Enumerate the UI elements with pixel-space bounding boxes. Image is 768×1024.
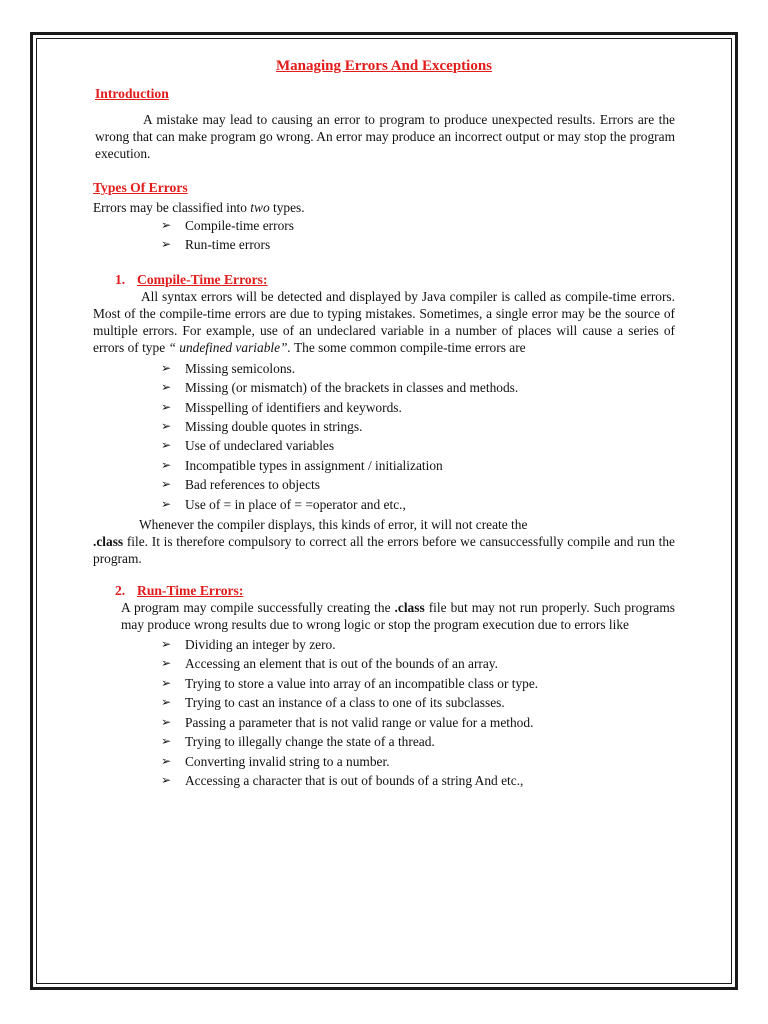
runtime-section: [93, 582, 675, 790]
list-item-text: Missing double quotes in strings.: [185, 419, 363, 435]
document-body: [93, 58, 675, 790]
types-lead: Errors may be classified into two types.: [93, 200, 305, 215]
list-item: [161, 436, 675, 455]
compile-errors-list: [93, 359, 675, 514]
intro-heading: Introduction: [95, 86, 169, 101]
list-item: [161, 674, 675, 693]
arrow-bullet-icon: ➢: [161, 237, 172, 252]
intro-section: [95, 85, 675, 162]
arrow-bullet-icon: ➢: [161, 637, 172, 652]
arrow-bullet-icon: ➢: [161, 656, 172, 671]
list-item-text: Trying to illegally change the state of a thread.: [185, 734, 435, 750]
compile-section: [93, 271, 675, 567]
list-item: [161, 216, 675, 235]
list-item: [161, 713, 675, 732]
list-item-text: Missing (or mismatch) of the brackets in classes and methods.: [185, 380, 519, 396]
list-item: [161, 456, 675, 475]
list-item-text: Use of = in place of = =operator and etc.,: [185, 496, 406, 512]
list-item-text: Converting invalid string to a number.: [185, 753, 390, 769]
types-section: [93, 179, 675, 255]
list-item-text: Accessing a character that is out of bounds of a string And etc.,: [185, 772, 524, 788]
arrow-bullet-icon: ➢: [161, 380, 172, 395]
list-item-text: Trying to store a value into array of an incompatible class or type.: [185, 675, 539, 691]
list-item-text: Accessing an element that is out of the bounds of an array.: [185, 656, 498, 672]
arrow-bullet-icon: ➢: [161, 218, 172, 232]
list-item: [161, 752, 675, 771]
list-item-text: Passing a parameter that is not valid range or value for a method.: [185, 714, 534, 730]
list-item-text: Misspelling of identifiers and keywords.: [185, 399, 402, 415]
arrow-bullet-icon: ➢: [161, 496, 172, 511]
arrow-bullet-icon: ➢: [161, 438, 172, 453]
list-item: [161, 693, 675, 712]
runtime-heading: [115, 582, 675, 599]
compile-closing: .class file. It is therefore compulsory to correct all the errors before we cansuccessfully compile and run the program.: [93, 534, 675, 567]
list-item: [161, 495, 675, 514]
list-item: [161, 417, 675, 436]
list-item-text: Missing semicolons.: [185, 360, 296, 376]
list-item: [161, 732, 675, 751]
list-item: [161, 654, 675, 673]
list-item-text: Use of undeclared variables: [185, 438, 335, 454]
compile-heading: [115, 271, 675, 288]
arrow-bullet-icon: ➢: [161, 714, 172, 729]
list-item: [161, 235, 675, 254]
list-item-text: Trying to cast an instance of a class to one of its subclasses.: [185, 695, 505, 711]
arrow-bullet-icon: ➢: [161, 734, 172, 749]
runtime-title: Run-Time Errors:: [137, 583, 244, 599]
types-heading: Types Of Errors: [93, 180, 188, 195]
runtime-paragraph: A program may compile successfully creating the .class file but may not run properly. Such programs may produce wrong results due to wrong logic or stop the program execution due to errors like: [121, 600, 675, 633]
list-item: [161, 359, 675, 378]
list-item-text: Incompatible types in assignment / initialization: [185, 457, 443, 473]
arrow-bullet-icon: ➢: [161, 399, 172, 414]
arrow-bullet-icon: ➢: [161, 753, 172, 768]
arrow-bullet-icon: ➢: [161, 360, 172, 375]
types-list: [93, 216, 675, 255]
runtime-number: 2.: [115, 583, 126, 599]
compile-closing-line1: Whenever the compiler displays, this kinds of error, it will not create the: [139, 517, 528, 533]
arrow-bullet-icon: ➢: [161, 419, 172, 434]
arrow-bullet-icon: ➢: [161, 695, 172, 710]
compile-number: 1.: [115, 271, 126, 287]
arrow-bullet-icon: ➢: [161, 457, 172, 472]
arrow-bullet-icon: ➢: [161, 772, 172, 787]
list-item-text: Run-time errors: [185, 237, 271, 253]
list-item-text: Dividing an integer by zero.: [185, 637, 336, 653]
arrow-bullet-icon: ➢: [161, 477, 172, 492]
compile-paragraph: All syntax errors will be detected and displayed by Java compiler is called as compile-time errors. Most of the compile-time errors are due to typing mistakes. Sometimes, a single error may be the source of multiple errors. For example, use of an undeclared variable in a number of places will cause a series of errors of type “ undefined variable”. The some common compile-time errors are: [93, 288, 675, 355]
intro-paragraph: A mistake may lead to causing an error to program to produce unexpected results. Errors are the wrong that can make program go wrong. An error may produce an incorrect output or may stop the program execution.: [95, 112, 675, 161]
list-item: [161, 475, 675, 494]
list-item-text: Compile-time errors: [185, 218, 294, 233]
document-title: Managing Errors And Exceptions: [276, 58, 492, 74]
arrow-bullet-icon: ➢: [161, 675, 172, 690]
list-item-text: Bad references to objects: [185, 477, 320, 493]
list-item: [161, 378, 675, 397]
list-item: [161, 635, 675, 654]
compile-title: Compile-Time Errors:: [137, 271, 268, 287]
runtime-errors-list: [93, 635, 675, 790]
list-item: [161, 398, 675, 417]
list-item: [161, 771, 675, 790]
